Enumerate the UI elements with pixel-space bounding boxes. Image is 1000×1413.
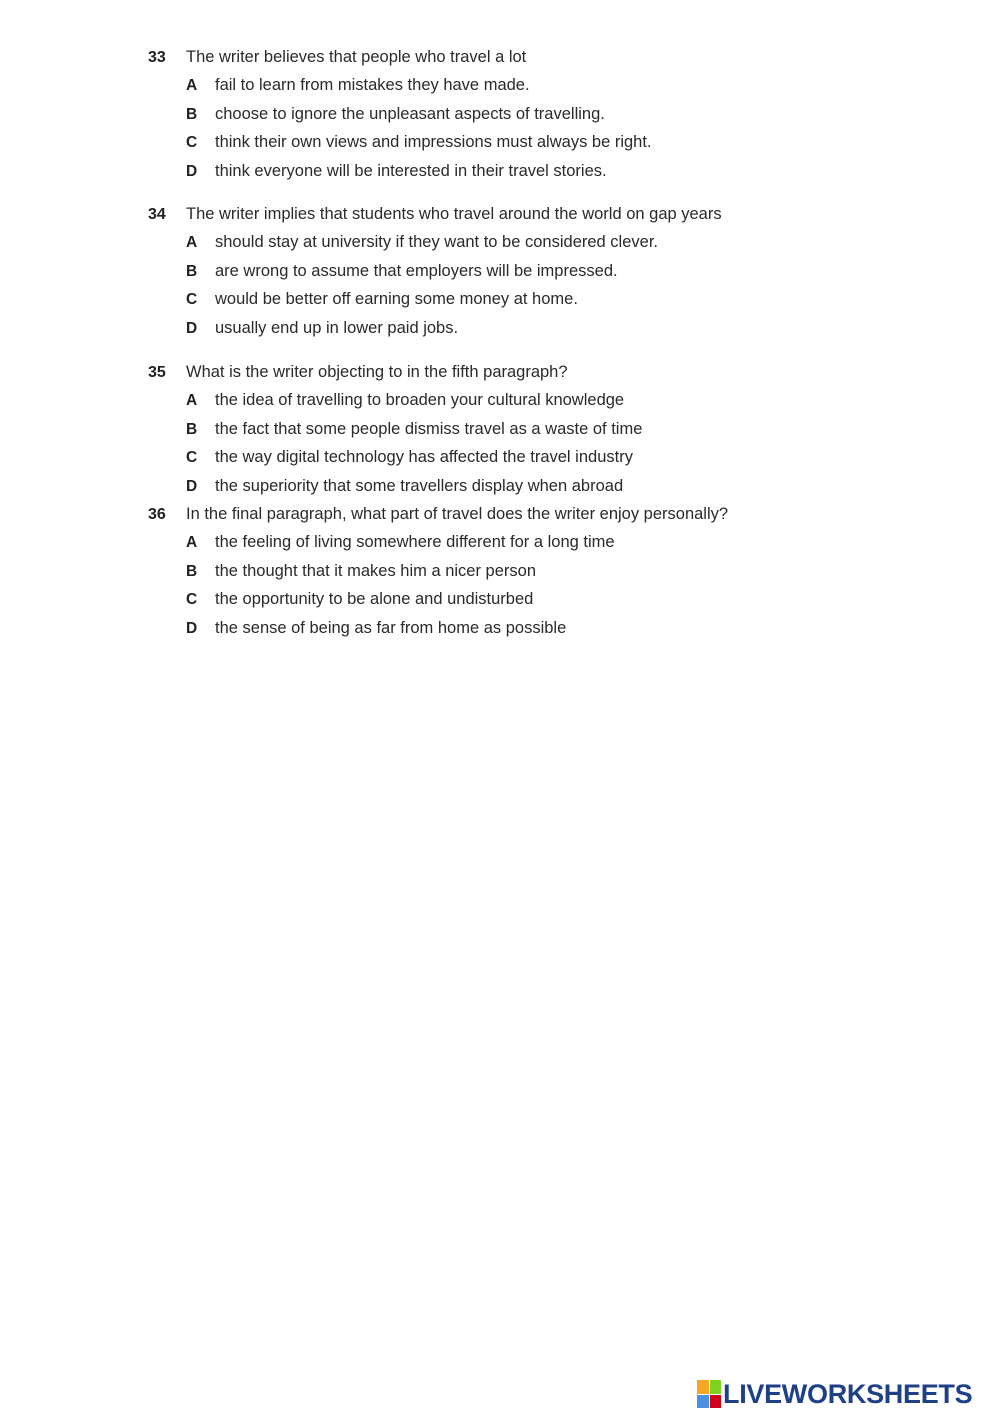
option-a[interactable] [148, 533, 728, 562]
option-letter: C [186, 591, 198, 608]
option-text: the feeling of living somewhere different for a long time [215, 533, 615, 551]
question-stem: The writer believes that people who travel a lot [186, 48, 527, 66]
option-text: the superiority that some travellers display when abroad [215, 476, 624, 495]
option-text: the thought that it makes him a nicer person [215, 561, 537, 580]
option-letter: A [186, 234, 198, 251]
option-letter: D [186, 477, 198, 495]
option-letter: A [186, 534, 198, 551]
option-text: usually end up in lower paid jobs. [215, 318, 459, 337]
question-36 [148, 505, 728, 647]
question-stem: The writer implies that students who travel around the world on gap years [186, 205, 722, 223]
question-header [148, 48, 652, 76]
question-number: 33 [148, 49, 166, 66]
option-letter: C [186, 449, 198, 466]
option-text: the fact that some people dismiss travel as a waste of time [215, 419, 643, 438]
option-d[interactable] [148, 319, 722, 348]
option-d[interactable] [148, 162, 652, 191]
liveworksheets-logo[interactable] [697, 1378, 972, 1410]
option-text: should stay at university if they want to be considered clever. [215, 233, 658, 251]
option-letter: A [186, 77, 198, 94]
option-letter: B [186, 562, 198, 580]
question-35 [148, 363, 642, 505]
question-header [148, 363, 642, 391]
option-b[interactable] [148, 420, 642, 449]
option-letter: D [186, 319, 198, 337]
option-text: think everyone will be interested in their travel stories. [215, 161, 607, 180]
option-d[interactable] [148, 619, 728, 648]
option-text: think their own views and impressions must always be right. [215, 133, 652, 151]
option-letter: C [186, 134, 198, 151]
option-letter: C [186, 291, 198, 308]
question-33 [148, 48, 652, 190]
option-text: the way digital technology has affected the travel industry [215, 448, 633, 466]
question-34 [148, 205, 722, 347]
option-text: would be better off earning some money at home. [215, 290, 578, 308]
option-a[interactable] [148, 233, 722, 262]
option-d[interactable] [148, 477, 642, 506]
option-c[interactable] [148, 590, 728, 619]
option-text: the idea of travelling to broaden your cultural knowledge [215, 391, 625, 409]
liveworksheets-logo-icon [697, 1380, 721, 1408]
option-text: choose to ignore the unpleasant aspects of travelling. [215, 104, 605, 123]
option-letter: D [186, 162, 198, 180]
question-stem: What is the writer objecting to in the fifth paragraph? [186, 363, 568, 381]
question-stem: In the final paragraph, what part of travel does the writer enjoy personally? [186, 505, 729, 523]
option-text: are wrong to assume that employers will be impressed. [215, 261, 618, 280]
option-text: fail to learn from mistakes they have made. [215, 76, 530, 94]
question-header [148, 505, 728, 533]
option-text: the opportunity to be alone and undisturbed [215, 590, 534, 608]
option-letter: B [186, 420, 198, 438]
question-number: 35 [148, 364, 166, 381]
option-c[interactable] [148, 133, 652, 162]
option-letter: B [186, 105, 198, 123]
logo-text: LIVEWORKSHEETS [723, 1378, 973, 1409]
option-c[interactable] [148, 290, 722, 319]
option-b[interactable] [148, 105, 652, 134]
option-letter: A [186, 392, 198, 409]
question-header [148, 205, 722, 233]
option-c[interactable] [148, 448, 642, 477]
question-number: 34 [148, 206, 166, 223]
option-b[interactable] [148, 262, 722, 291]
option-b[interactable] [148, 562, 728, 591]
option-a[interactable] [148, 76, 652, 105]
option-letter: D [186, 619, 198, 637]
option-a[interactable] [148, 391, 642, 420]
option-letter: B [186, 262, 198, 280]
option-text: the sense of being as far from home as possible [215, 618, 567, 637]
question-number: 36 [148, 506, 166, 523]
